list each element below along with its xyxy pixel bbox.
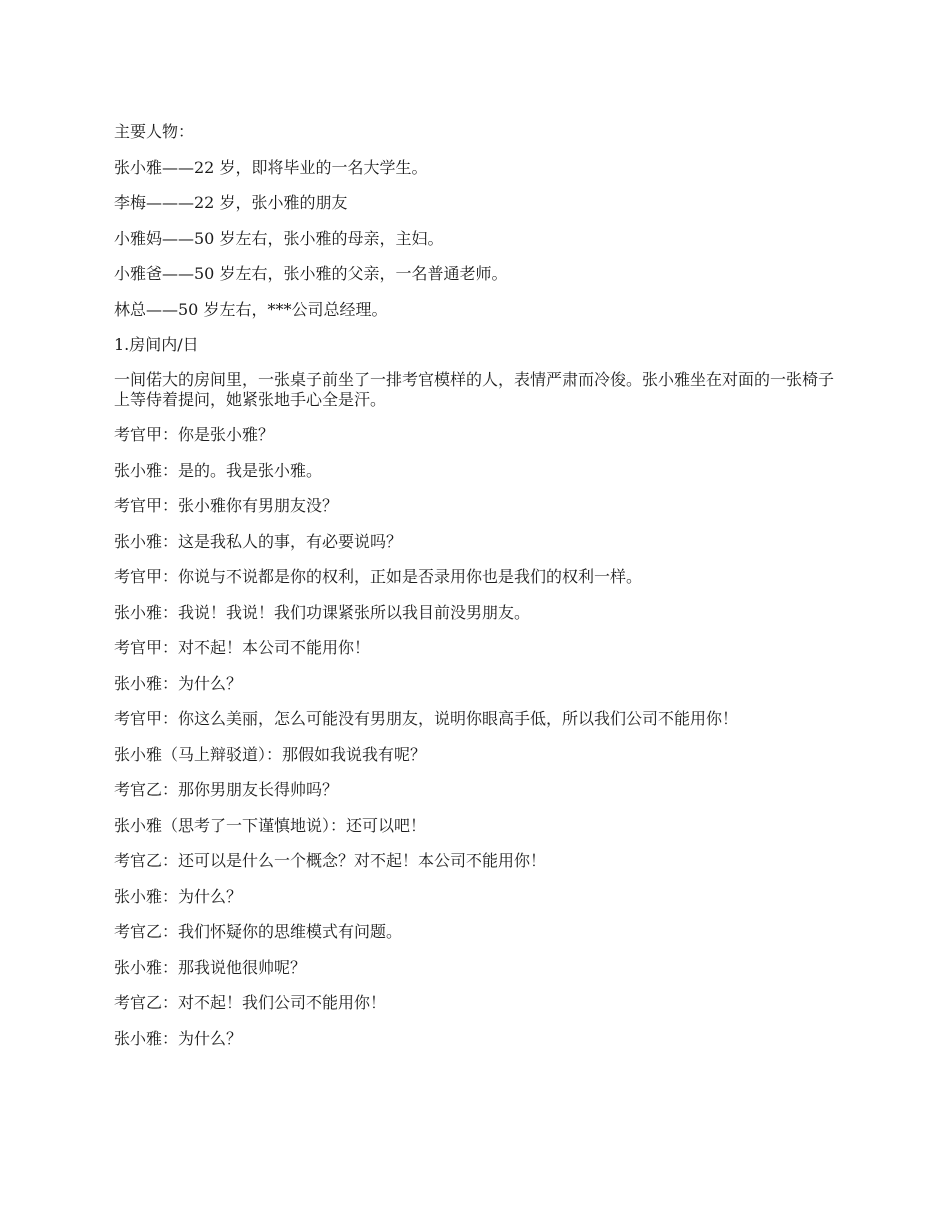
dialogue-line: 张小雅：为什么？ bbox=[114, 1028, 243, 1048]
dialogue-line: 张小雅：这是我私人的事，有必要说吗？ bbox=[114, 531, 403, 551]
dialogue-line: 考官乙：我们怀疑你的思维模式有问题。 bbox=[114, 922, 403, 941]
dialogue-line: 考官甲：张小雅你有男朋友没？ bbox=[114, 496, 339, 515]
cast-entry-father: 小雅爸——50 岁左右，张小雅的父亲，一名普通老师。 bbox=[114, 264, 508, 283]
cast-entry-mother: 小雅妈——50 岁左右，张小雅的母亲，主妇。 bbox=[114, 228, 444, 248]
dialogue-line: 张小雅：那我说他很帅呢？ bbox=[114, 957, 307, 977]
cast-heading: 主要人物： bbox=[114, 122, 195, 141]
cast-entry-lin-zong: 林总——50 岁左右，***公司总经理。 bbox=[114, 299, 388, 319]
dialogue-line: 考官甲：你是张小雅？ bbox=[114, 425, 275, 444]
dialogue-line: 考官甲：对不起！本公司不能用你！ bbox=[114, 638, 371, 657]
scene-heading: 1.房间内/日 bbox=[114, 335, 199, 354]
dialogue-line: 张小雅：为什么？ bbox=[114, 886, 243, 906]
dialogue-line: 考官乙：那你男朋友长得帅吗？ bbox=[114, 780, 339, 799]
dialogue-line: 考官乙：对不起！我们公司不能用你！ bbox=[114, 993, 387, 1012]
cast-entry-li-mei: 李梅———22 岁，张小雅的朋友 bbox=[114, 193, 348, 212]
cast-entry-zhang-xiaoya: 张小雅——22 岁，即将毕业的一名大学生。 bbox=[114, 157, 428, 177]
dialogue-line: 张小雅（思考了一下谨慎地说）：还可以吧！ bbox=[114, 815, 427, 835]
dialogue-line: 张小雅：是的。我是张小雅。 bbox=[114, 460, 323, 480]
dialogue-line: 张小雅（马上辩驳道）：那假如我说我有呢？ bbox=[114, 744, 427, 764]
dialogue-line: 张小雅：为什么？ bbox=[114, 673, 243, 693]
dialogue-line: 考官乙：还可以是什么一个概念？对不起！本公司不能用你！ bbox=[114, 851, 547, 870]
scene-description: 一间偌大的房间里，一张桌子前坐了一排考官模样的人，表情严肃而冷俊。张小雅坐在对面的一张椅子上等侍着提问，她紧张地手心全是汗。 bbox=[114, 369, 835, 409]
dialogue-line: 张小雅：我说！我说！我们功课紧张所以我目前没男朋友。 bbox=[114, 602, 531, 622]
document-body bbox=[114, 121, 840, 1063]
dialogue-line: 考官甲：你说与不说都是你的权利，正如是否录用你也是我们的权利一样。 bbox=[114, 567, 643, 586]
dialogue-line: 考官甲：你这么美丽，怎么可能没有男朋友，说明你眼高手低，所以我们公司不能用你！ bbox=[114, 709, 739, 728]
